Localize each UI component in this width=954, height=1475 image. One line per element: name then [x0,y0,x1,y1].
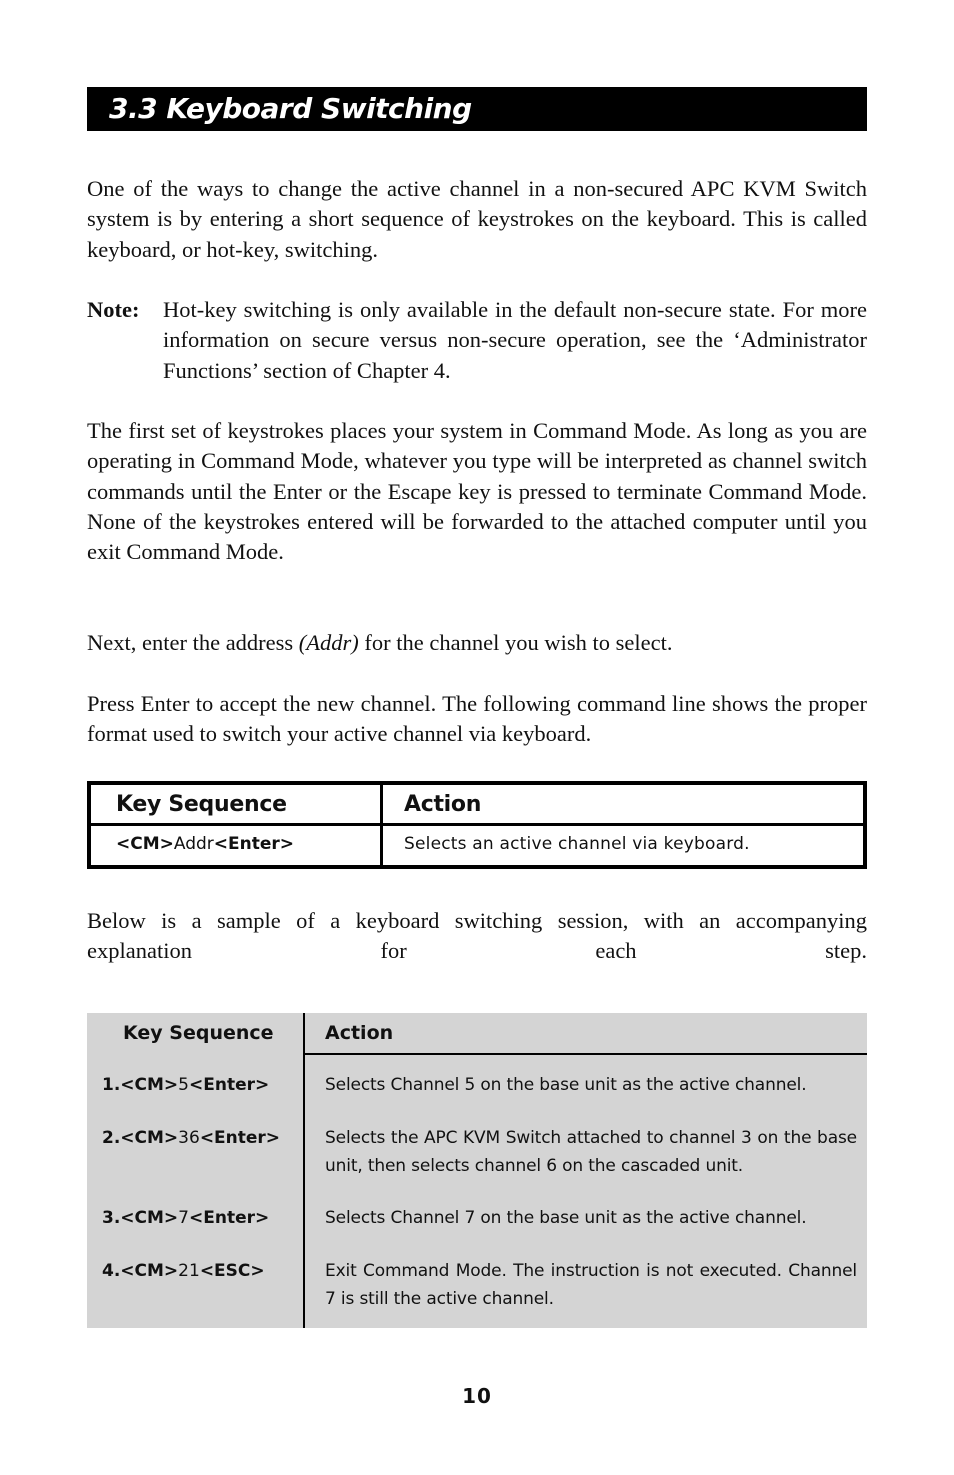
command-mode-paragraph: The first set of keystrokes places your system in Command Mode. As long as you are operating in Command Mode, whatever you type will be interpreted as channel switch commands until the Enter or the Escape key is pressed to terminate Command Mode. None of the keystrokes entered will be forwarded to the attached computer until you exit Command Mode. [87,418,867,565]
key-addr: Addr [173,834,214,854]
sample-row-2-key [102,1125,280,1152]
address-text-end: for the channel you wish to select. [358,630,673,655]
sample-row-3-key [102,1205,269,1232]
section-header-bar [87,87,867,131]
sample-row-4-action: Exit Command Mode. The instruction is not executed. Channel 7 is still the active channel. [325,1261,857,1309]
row-1-suffix: <Enter> [189,1075,270,1095]
sample-table-column-divider [303,1013,305,1328]
sample-table-header-action: Action [325,1022,394,1044]
sample-row-1-action: Selects Channel 5 on the base unit as the active channel. [325,1075,807,1095]
sample-table [87,1013,867,1328]
row-1-prefix: 1.<CM> [102,1075,179,1095]
format-table [87,781,867,869]
page-number: 10 [462,1384,492,1408]
row-2-suffix: <Enter> [199,1128,281,1148]
sample-row-2-action: Selects the APC KVM Switch attached to channel 3 on the base unit, then selects channel 6 on the cascaded unit. [325,1128,857,1176]
format-table-header-divider [91,823,863,826]
address-text-start: Next, enter the address [87,630,299,655]
row-1-value: 5 [178,1075,189,1095]
sample-intro-paragraph: Below is a sample of a keyboard switching session, with an accompanying explanation for each step. [87,908,867,964]
format-table-key-cell [116,832,294,856]
format-table-action-cell: Selects an active channel via keyboard. [404,834,750,854]
address-term: (Addr) [298,630,359,655]
sample-row-3-action: Selects Channel 7 on the base unit as the active channel. [325,1208,807,1228]
note-label: Note: [87,297,140,322]
sample-table-header-key: Key Sequence [123,1022,274,1044]
row-4-prefix: 4.<CM> [102,1261,179,1281]
row-3-value: 7 [178,1208,189,1228]
section-title: 3.3 Keyboard Switching [109,92,472,125]
key-cm: <CM> [116,834,174,854]
row-4-value: 21 [178,1261,200,1281]
format-table-header-action: Action [404,792,482,817]
row-3-prefix: 3.<CM> [102,1208,179,1228]
format-table-header-key: Key Sequence [116,792,287,817]
note-text: Hot-key switching is only available in the default non-secure state. For more information on secure versus non-secure operation, see the ‘Administrator Functions’ section of Chapter 4. [163,297,867,383]
intro-paragraph: One of the ways to change the active channel in a non-secured APC KVM Switch system is by entering a short sequence of keystrokes on the keyboard. This is called keyboard, or hot-key, switching. [87,176,867,262]
sample-row-1-key [102,1072,269,1099]
row-3-suffix: <Enter> [189,1208,270,1228]
key-enter: <Enter> [213,834,295,854]
row-2-prefix: 2.<CM> [102,1128,179,1148]
row-2-value: 36 [178,1128,200,1148]
sample-table-header-divider [303,1053,867,1055]
row-4-suffix: <ESC> [199,1261,265,1281]
sample-row-4-key [102,1258,265,1285]
address-paragraph [87,628,867,658]
press-enter-paragraph: Press Enter to accept the new channel. The following command line shows the proper format used to switch your active channel via keyboard. [87,691,867,747]
